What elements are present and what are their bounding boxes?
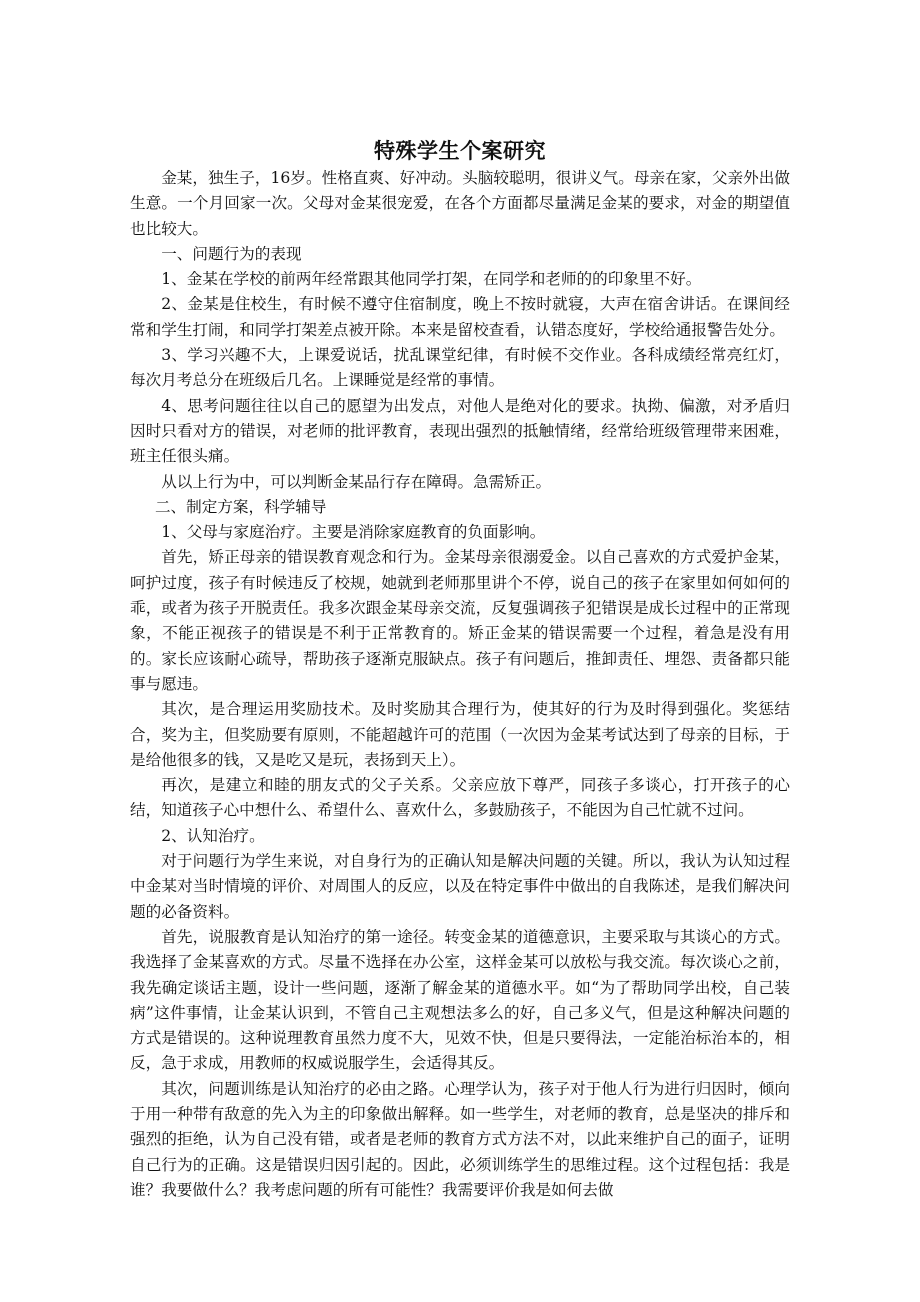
section-heading-1: 一、问题行为的表现 [161,244,302,263]
paragraph: 3、学习兴趣不大，上课爱说话，扰乱课堂纪律，有时候不交作业。各科成绩经常亮红灯，每次月考总分在班级后几名。上课睡觉是经常的事情。 [130,346,790,390]
document-page [130,138,790,1203]
paragraph: 其次，问题训练是认知治疗的必由之路。心理学认为，孩子对于他人行为进行归因时，倾向于用一种带有敌意的先入为主的印象做出解释。如一些学生，对老师的教育，总是坚决的排斥和强烈的拒绝，认为自己没有错，或者是老师的教育方式方法不对，以此来维护自己的面子，证明自己行为的正确。这是错误归因引起的。因此，必须训练学生的思维过程。这个过程包括：我是谁？我要做什么？我考虑问题的所有可能性？我需要评价我是如何去做 [130,1079,790,1199]
paragraph: 1、父母与家庭治疗。主要是消除家庭教育的负面影响。 [161,523,546,542]
paragraph: 再次，是建立和睦的朋友式的父子关系。父亲应放下尊严，同孩子多谈心，打开孩子的心结，知道孩子心中想什么、希望什么、喜欢什么，多鼓励孩子，不能因为自己忙就不过问。 [130,776,790,820]
paragraph: 4、思考问题往往以自己的愿望为出发点，对他人是绝对化的要求。执拗、偏激，对矛盾归因时只看对方的错误，对老师的批评教育，表现出强烈的抵触情绪，经常给班级管理带来困难，班主任很头痛。 [130,396,790,466]
section-heading-2: 二、制定方案，科学辅导 [154,497,327,516]
document-title: 特殊学生个案研究 [374,139,546,163]
paragraph: 2、金某是住校生，有时候不遵守住宿制度，晚上不按时就寝，大声在宿舍讲话。在课间经常和学生打闹，和同学打架差点被开除。本来是留校查看，认错态度好，学校给通报警告处分。 [130,295,790,339]
paragraph: 1、金某在学校的前两年经常跟其他同学打架，在同学和老师的的印象里不好。 [161,270,702,289]
paragraph: 从以上行为中，可以判断金某品行存在障碍。急需矫正。 [161,472,552,491]
paragraph: 其次，是合理运用奖励技术。及时奖励其合理行为，使其好的行为及时得到强化。奖惩结合，奖为主，但奖励要有原则，不能超越许可的范围（一次因为金某考试达到了母亲的目标，于是给他很多的钱，又是吃又是玩，表扬到天上）。 [130,700,790,769]
paragraph: 对于问题行为学生来说，对自身行为的正确认知是解决问题的关键。所以，我认为认知过程中金某对当时情境的评价、对周围人的反应，以及在特定事件中做出的自我陈述，是我们解决问题的必备资料。 [130,852,790,921]
paragraph: 首先，说服教育是认知治疗的第一途径。转变金某的道德意识，主要采取与其谈心的方式。我选择了金某喜欢的方式。尽量不选择在办公室，这样金某可以放松与我交流。每次谈心之前，我先确定谈话主题，设计一些问题，逐渐了解金某的道德水平。如“为了帮助同学出校，自己装病”这件事情，让金某认识到，不管自己主观想法多么的好，自己多义气，但是这种解决问题的方式是错误的。这种说理教育虽然力度不大，见效不快，但是只要得法，一定能治标治本的，相反，急于求成，用教师的权威说服学生，会适得其反。 [130,927,790,1073]
paragraph: 2、认知治疗。 [161,826,265,845]
paragraph-intro: 金某，独生子，16岁。性格直爽、好冲动。头脑较聪明，很讲义气。母亲在家，父亲外出做生意。一个月回家一次。父母对金某很宠爱，在各个方面都尽量满足金某的要求，对金的期望值也比较大。 [130,169,790,238]
paragraph: 首先，矫正母亲的错误教育观念和行为。金某母亲很溺爱金。以自己喜欢的方式爱护金某，呵护过度，孩子有时候违反了校规，她就到老师那里讲个不停，说自己的孩子在家里如何如何的乖，或者为孩子开脱责任。我多次跟金某母亲交流，反复强调孩子犯错误是成长过程中的正常现象，不能正视孩子的错误是不利于正常教育的。矫正金某的错误需要一个过程，着急是没有用的。家长应该耐心疏导，帮助孩子逐渐克服缺点。孩子有问题后，推卸责任、埋怨、责备都只能事与愿违。 [130,548,790,693]
